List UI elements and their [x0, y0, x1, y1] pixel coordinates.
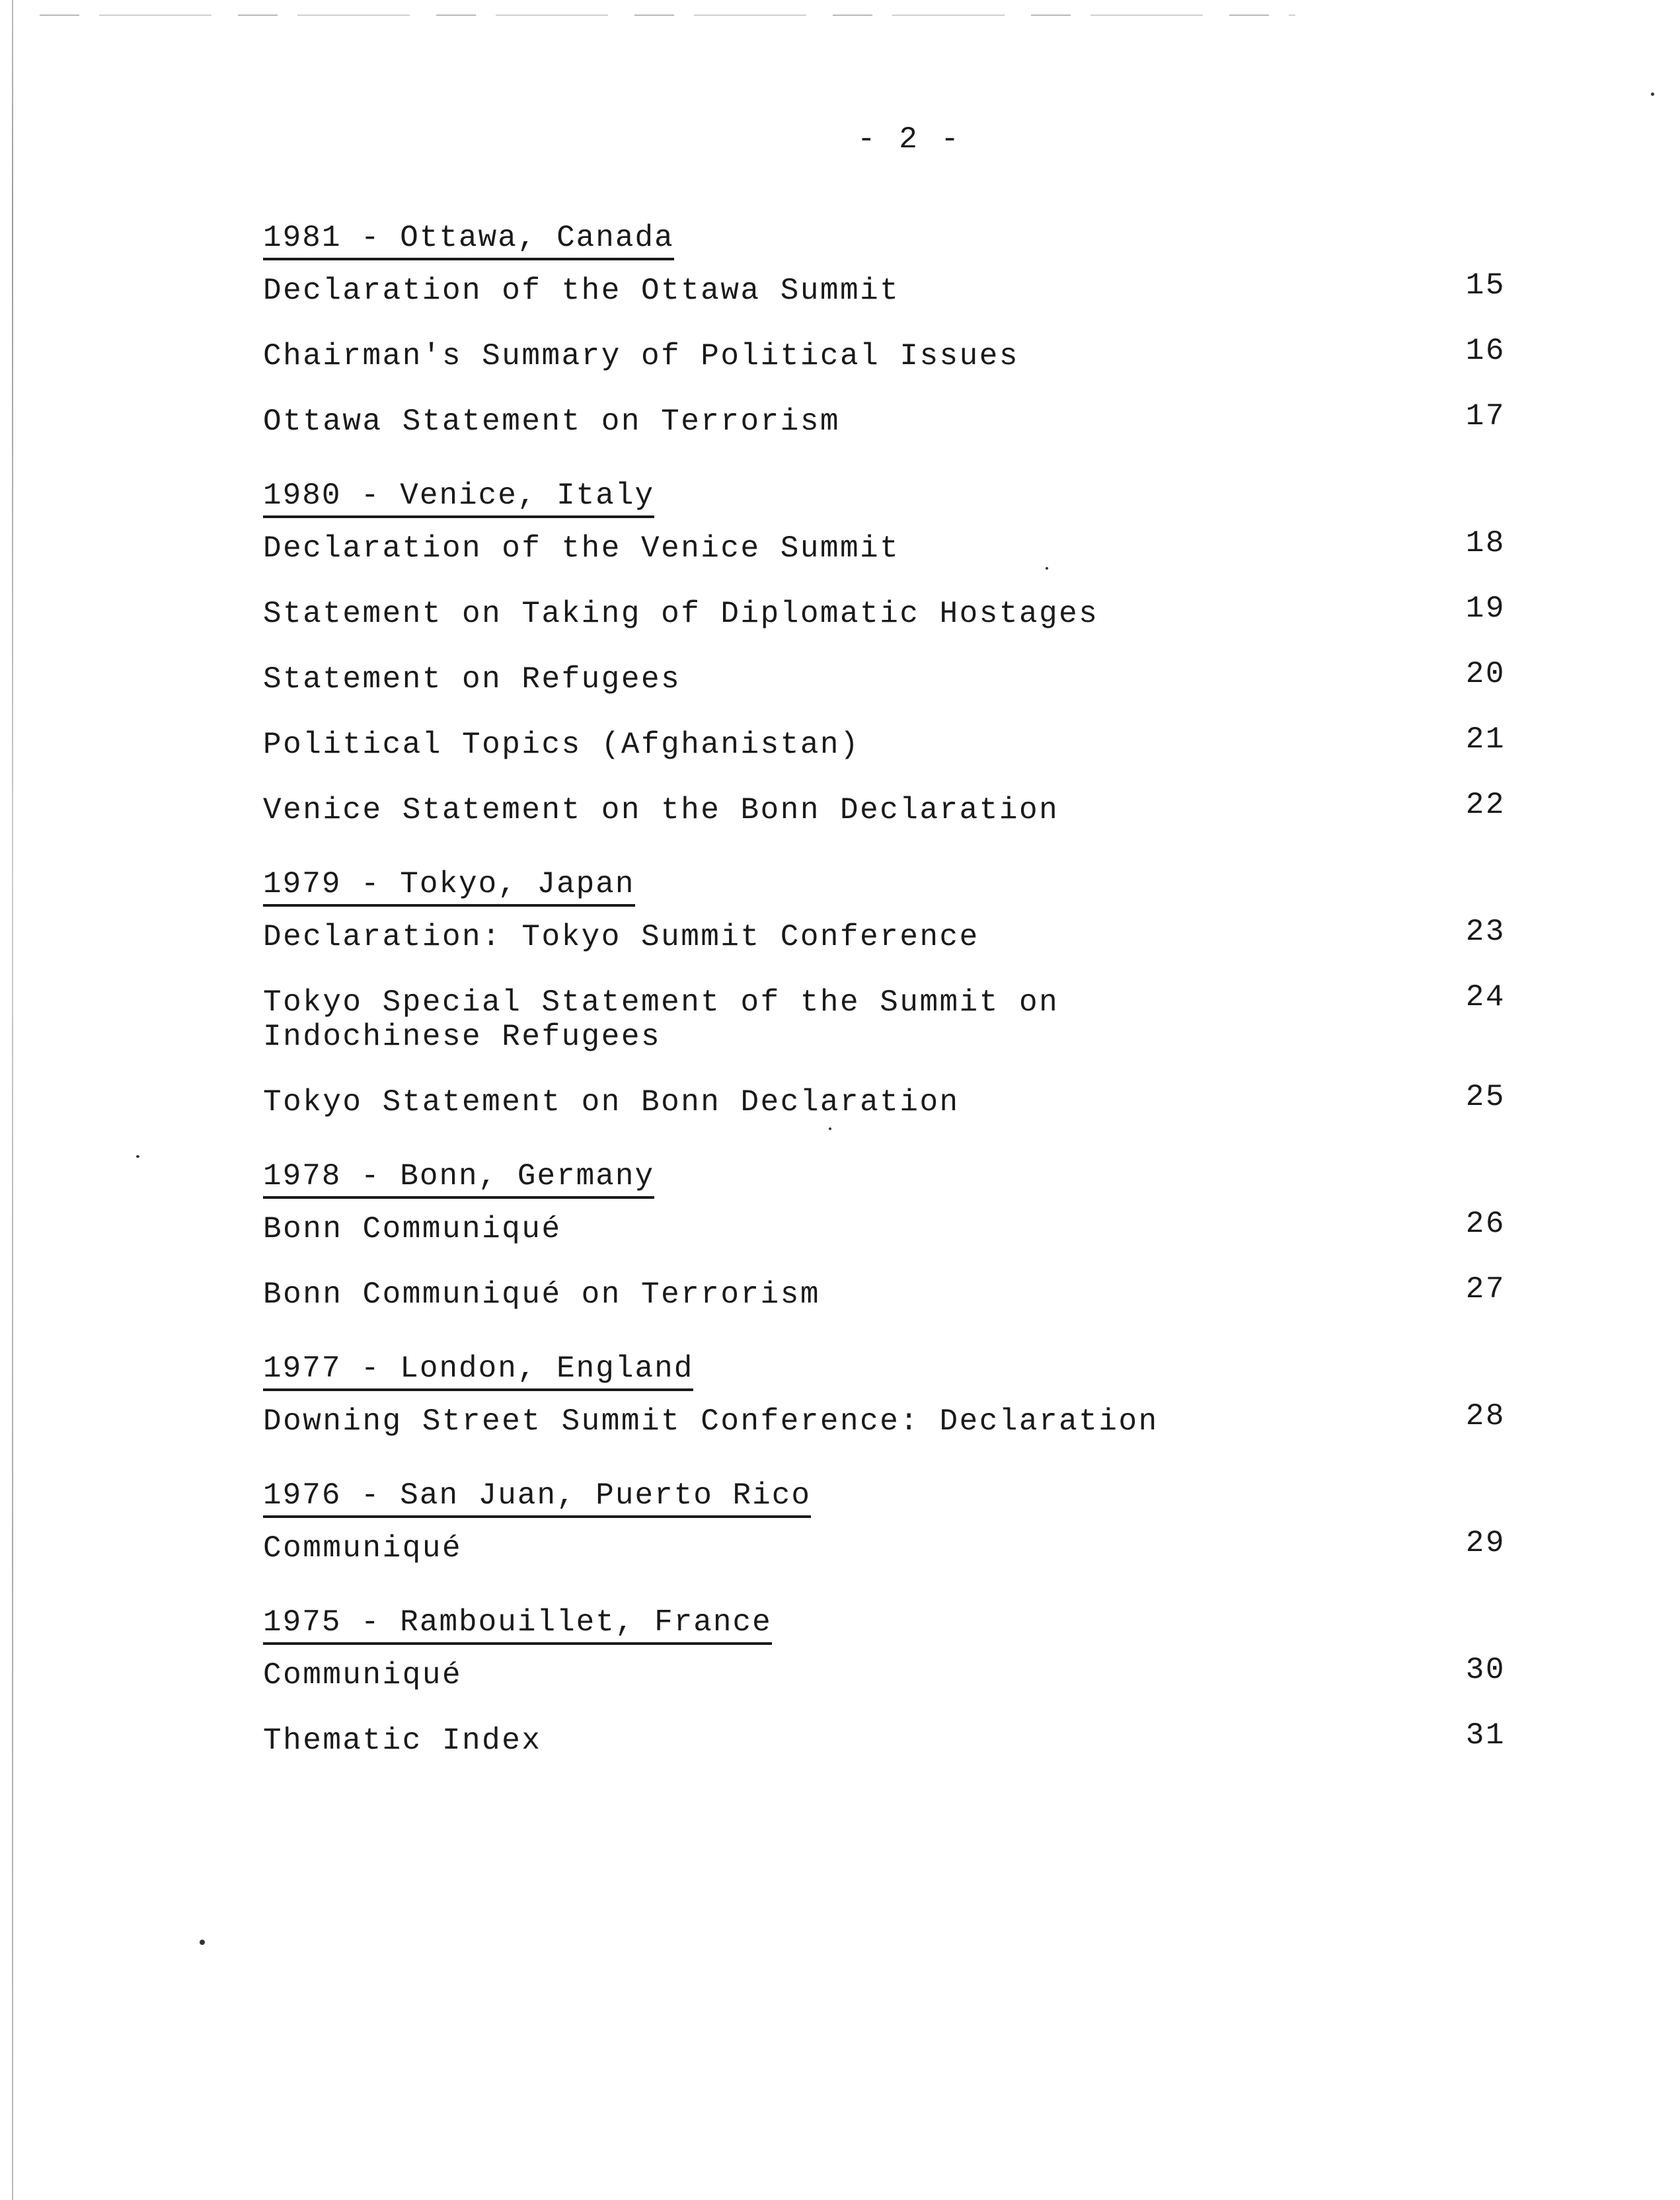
entry-page-number: 18	[1465, 526, 1506, 560]
toc-entry	[263, 1272, 1506, 1312]
toc-section	[263, 1349, 1506, 1439]
entry-page-number: 20	[1465, 657, 1506, 691]
entry-title: Tokyo Statement on Bonn Declaration	[263, 1085, 960, 1119]
page-number: - 2 -	[857, 122, 962, 157]
entry-page-number: 21	[1465, 722, 1506, 757]
entry-page-number: 24	[1465, 980, 1506, 1014]
toc-entry	[263, 1718, 1506, 1758]
toc-entry	[263, 1653, 1506, 1692]
entry-title: Downing Street Summit Conference: Declaration	[263, 1404, 1159, 1439]
entry-page-number: 30	[1465, 1653, 1506, 1687]
entry-page-number: 17	[1465, 399, 1506, 434]
toc-entry	[263, 657, 1506, 697]
entry-page-number: 25	[1465, 1080, 1506, 1114]
entry-title: Communiqué	[263, 1531, 463, 1566]
toc-section	[263, 218, 1506, 439]
toc-entry	[263, 788, 1506, 827]
entry-title: Declaration of the Ottawa Summit	[263, 274, 900, 308]
scan-speck	[136, 1155, 139, 1158]
entry-page-number: 31	[1465, 1718, 1506, 1753]
entry-title: Statement on Refugees	[263, 662, 681, 697]
toc-section	[263, 1476, 1506, 1566]
toc-section	[263, 864, 1506, 1119]
section-heading: 1976 - San Juan, Puerto Rico	[263, 1476, 811, 1518]
toc-entry	[263, 399, 1506, 439]
toc-entry	[263, 526, 1506, 566]
entry-page-number: 29	[1465, 1526, 1506, 1560]
toc-section	[263, 1157, 1506, 1312]
entry-title: Thematic Index	[263, 1724, 542, 1758]
entry-title: Venice Statement on the Bonn Declaration	[263, 793, 1059, 827]
entry-title: Declaration: Tokyo Summit Conference	[263, 920, 979, 954]
toc-entry	[263, 1399, 1506, 1439]
toc-entry	[263, 268, 1506, 308]
toc-entry	[263, 722, 1506, 762]
section-heading: 1978 - Bonn, Germany	[263, 1157, 654, 1199]
section-heading: 1975 - Rambouillet, France	[263, 1603, 772, 1645]
toc-section	[263, 1603, 1506, 1758]
entry-page-number: 28	[1465, 1399, 1506, 1433]
entry-page-number: 16	[1465, 334, 1506, 368]
entry-title: Political Topics (Afghanistan)	[263, 728, 860, 762]
toc-section	[263, 476, 1506, 827]
toc-entry	[263, 334, 1506, 373]
entry-page-number: 27	[1465, 1272, 1506, 1307]
toc-entry	[263, 1207, 1506, 1246]
entry-page-number: 15	[1465, 268, 1506, 303]
entry-page-number: 26	[1465, 1207, 1506, 1241]
toc-entry	[263, 1526, 1506, 1566]
section-heading: 1977 - London, England	[263, 1349, 693, 1391]
entry-title: Declaration of the Venice Summit	[263, 531, 900, 566]
entry-page-number: 23	[1465, 915, 1506, 949]
section-heading: 1980 - Venice, Italy	[263, 476, 654, 518]
table-of-contents	[263, 218, 1506, 1795]
scan-speck	[1651, 93, 1654, 96]
toc-entry	[263, 591, 1506, 631]
entry-title: Chairman's Summary of Political Issues	[263, 339, 1019, 373]
toc-entry	[263, 980, 1506, 1054]
entry-title: Bonn Communiqué	[263, 1212, 562, 1246]
toc-entry	[263, 1080, 1506, 1119]
scan-speck	[200, 1940, 205, 1945]
section-heading: 1979 - Tokyo, Japan	[263, 864, 635, 907]
entry-page-number: 19	[1465, 591, 1506, 626]
section-heading: 1981 - Ottawa, Canada	[263, 218, 674, 260]
scan-edge-top	[40, 15, 1295, 16]
entry-page-number: 22	[1465, 788, 1506, 822]
entry-title: Tokyo Special Statement of the Summit on Indochinese Refugees	[263, 985, 1059, 1054]
entry-title: Statement on Taking of Diplomatic Hostages	[263, 597, 1099, 631]
scan-edge-left	[12, 0, 13, 2200]
entry-title: Bonn Communiqué on Terrorism	[263, 1277, 820, 1312]
entry-title: Communiqué	[263, 1658, 463, 1692]
toc-entry	[263, 915, 1506, 954]
entry-title: Ottawa Statement on Terrorism	[263, 404, 841, 439]
